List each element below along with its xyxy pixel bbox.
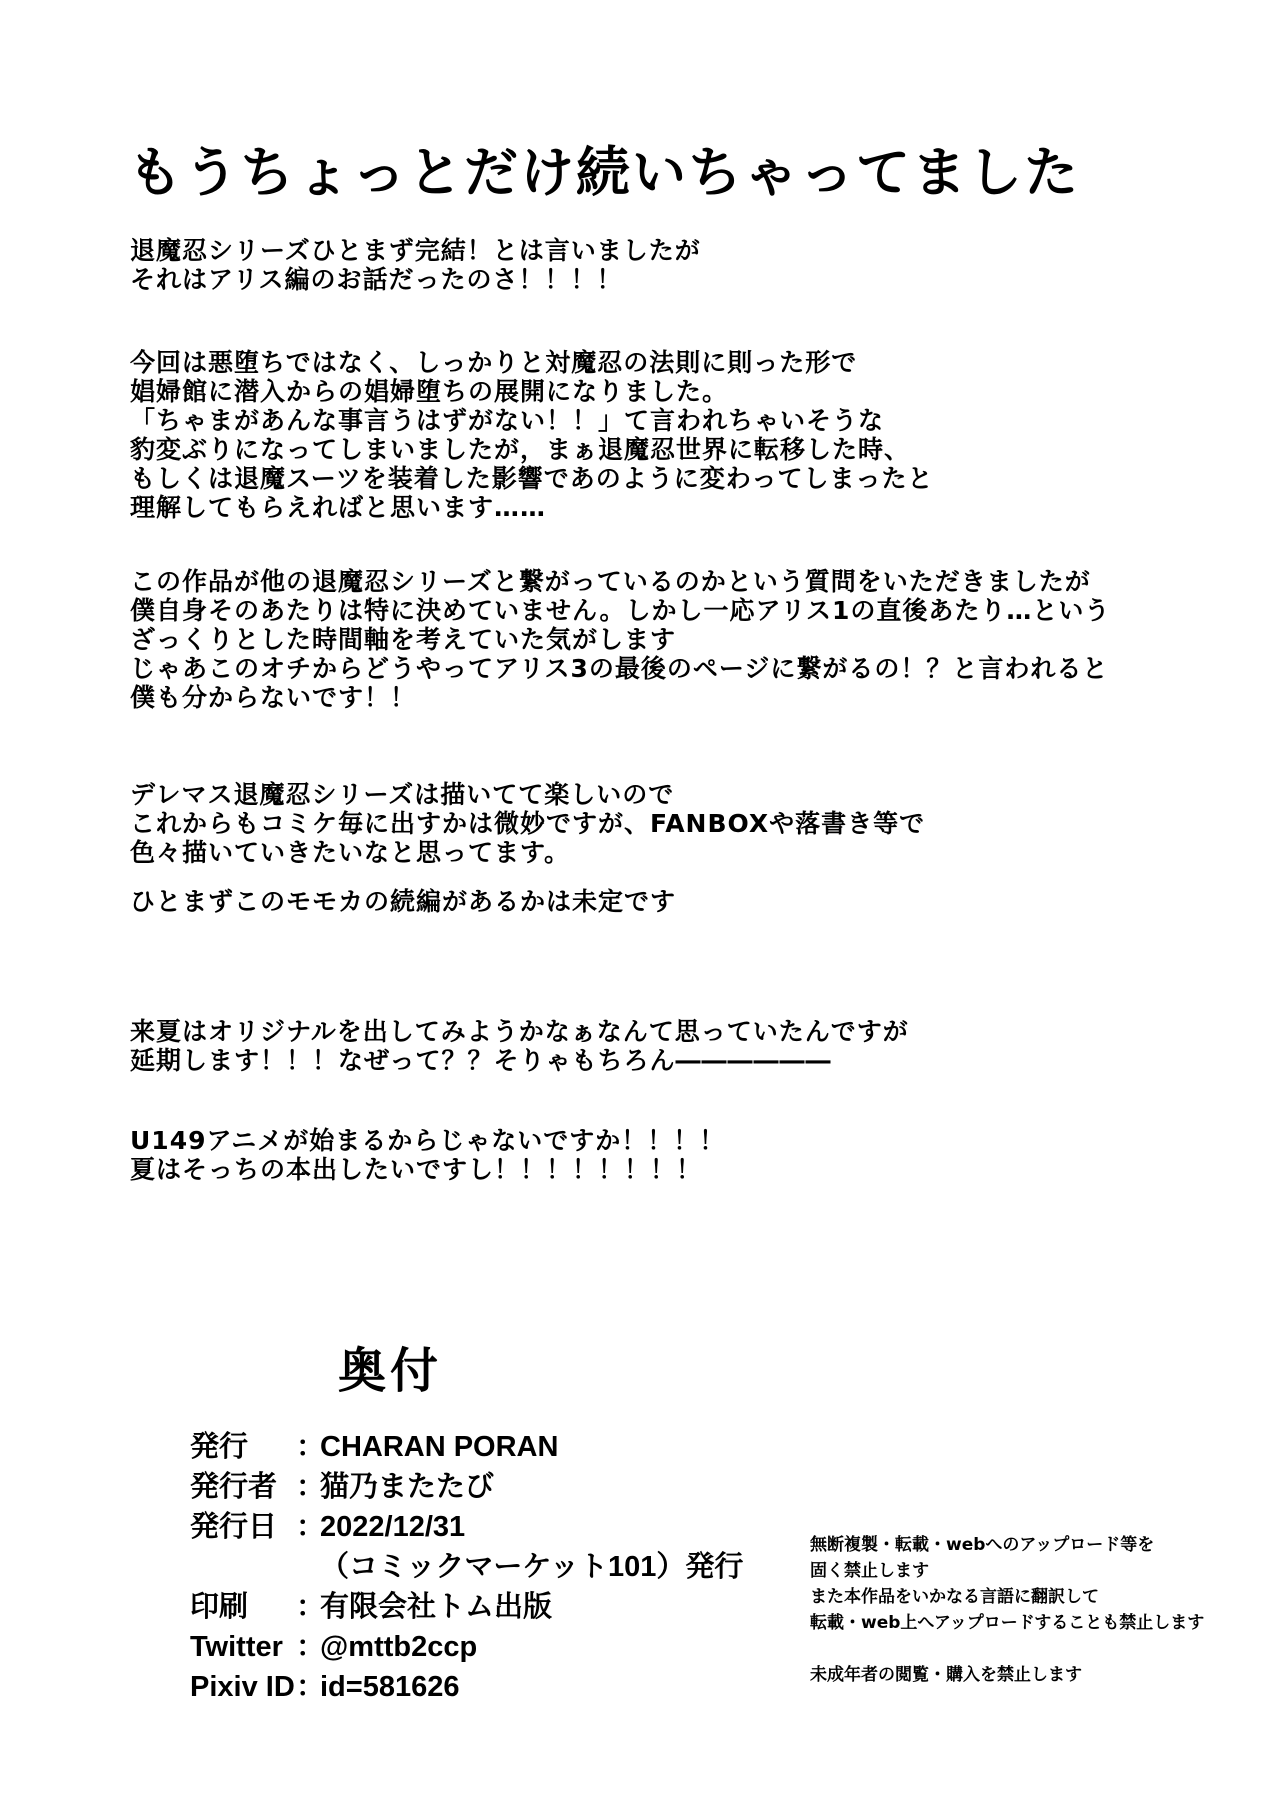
- paragraph-future-plans: [130, 780, 925, 867]
- colophon-label: 発行者: [190, 1471, 278, 1503]
- paragraph-sequel: [130, 887, 676, 916]
- paragraph-original-delay: [130, 1017, 909, 1075]
- paragraph-timeline: [130, 567, 1110, 712]
- text-line: 理解してもらえればと思います……: [130, 493, 547, 522]
- colophon-separator: ：: [296, 1471, 326, 1503]
- colophon-title: 奥付: [338, 1343, 443, 1399]
- paragraph-story-notes: [130, 348, 934, 522]
- text-line: この作品が他の退魔忍シリーズと繋がっているのかという質問をいただきましたが: [130, 567, 1091, 596]
- text-line: 「ちゃまがあんな事言うはずがない！！」て言われちゃいそうな: [130, 406, 885, 435]
- colophon-row-printer: [190, 1587, 743, 1627]
- text-line: じゃあこのオチからどうやってアリス3の最後のページに繋がるの！？と言われると: [130, 654, 1109, 683]
- colophon-label: 印刷: [190, 1591, 249, 1623]
- text-line: 僕自身そのあたりは特に決めていません。しかし一応アリス1の直後あたり…という: [130, 596, 1111, 625]
- text-line: 色々描いていきたいなと思ってます。: [130, 838, 571, 867]
- text-line: 夏はそっちの本出したいですし！！！！！！！！: [130, 1155, 703, 1184]
- colophon-row-twitter: [190, 1627, 743, 1667]
- text-line: これからもコミケ毎に出すかは微妙ですが、FANBOXや落書き等で: [130, 809, 926, 838]
- colophon-label: [190, 1547, 296, 1587]
- text-line: 来夏はオリジナルを出してみようかなぁなんて思っていたんですが: [130, 1017, 909, 1046]
- notice-line: 無断複製・転載・webへのアップロード等を: [810, 1535, 1155, 1555]
- text-line: もしくは退魔スーツを装着した影響であのように変わってしまったと: [130, 464, 934, 493]
- colophon-value: id=581626: [320, 1671, 460, 1703]
- text-line: デレマス退魔忍シリーズは描いてて楽しいので: [130, 780, 675, 809]
- notice-line: 固く禁止します: [810, 1561, 929, 1581]
- colophon-label: 発行日: [190, 1511, 278, 1543]
- text-line: 豹変ぶりになってしまいましたが，まぁ退魔忍世界に転移した時、: [130, 435, 911, 464]
- colophon-value: 2022/12/31: [320, 1511, 466, 1543]
- colophon-value: CHARAN PORAN: [320, 1431, 559, 1463]
- text-line: 延期します！！！なぜって？？そりゃもちろん――――――: [130, 1046, 832, 1075]
- colophon-label: Twitter: [190, 1631, 283, 1663]
- colophon-separator: ：: [296, 1591, 326, 1623]
- colophon-row-publisher: [190, 1427, 743, 1467]
- paragraph-u149: [130, 1126, 725, 1184]
- colophon-separator: [296, 1547, 320, 1587]
- colophon-separator: ：: [296, 1631, 326, 1663]
- text-line: 娼婦館に潜入からの娼婦堕ちの展開になりました。: [130, 377, 729, 406]
- colophon-row-date: [190, 1507, 743, 1547]
- text-line: U149アニメが始まるからじゃないですか！！！！: [130, 1126, 726, 1155]
- text-line: 今回は悪堕ちではなく、しっかりと対魔忍の法則に則った形で: [130, 348, 858, 377]
- colophon-separator: ：: [296, 1671, 326, 1703]
- text-line: ひとまずこのモモカの続編があるかは未定です: [130, 887, 677, 916]
- notice-line: 未成年者の閲覧・購入を禁止します: [810, 1665, 1082, 1685]
- text-line: 退魔忍シリーズひとまず完結！とは言いましたが: [130, 236, 701, 265]
- notice-spacer: [810, 1636, 1204, 1662]
- colophon-row-pixiv: [190, 1667, 743, 1707]
- colophon-row-event: [190, 1547, 743, 1587]
- colophon-row-author: [190, 1467, 743, 1507]
- colophon-value: 猫乃またたび: [320, 1471, 495, 1503]
- text-line: それはアリス編のお話だったのさ！！！！: [130, 265, 623, 294]
- colophon-label: Pixiv ID: [190, 1671, 295, 1703]
- copyright-notice: [810, 1532, 1204, 1688]
- colophon-separator: ：: [296, 1511, 326, 1543]
- page-title: もうちょっとだけ続いちゃってました: [128, 141, 1080, 204]
- text-line: ざっくりとした時間軸を考えていた気がします: [130, 625, 677, 654]
- colophon-value: （コミックマーケット101）発行: [320, 1551, 744, 1583]
- colophon-value: 有限会社トム出版: [320, 1591, 553, 1623]
- colophon-value: @mttb2ccp: [320, 1631, 478, 1663]
- colophon-label: 発行: [190, 1431, 249, 1463]
- paragraph-series-complete: [130, 236, 701, 294]
- colophon: [190, 1427, 743, 1707]
- text-line: 僕も分からないです！！: [130, 683, 417, 712]
- notice-line: また本作品をいかなる言語に翻訳して: [810, 1587, 1099, 1607]
- colophon-separator: ：: [296, 1431, 326, 1463]
- notice-line: 転載・web上へアップロードすることも禁止します: [810, 1613, 1205, 1633]
